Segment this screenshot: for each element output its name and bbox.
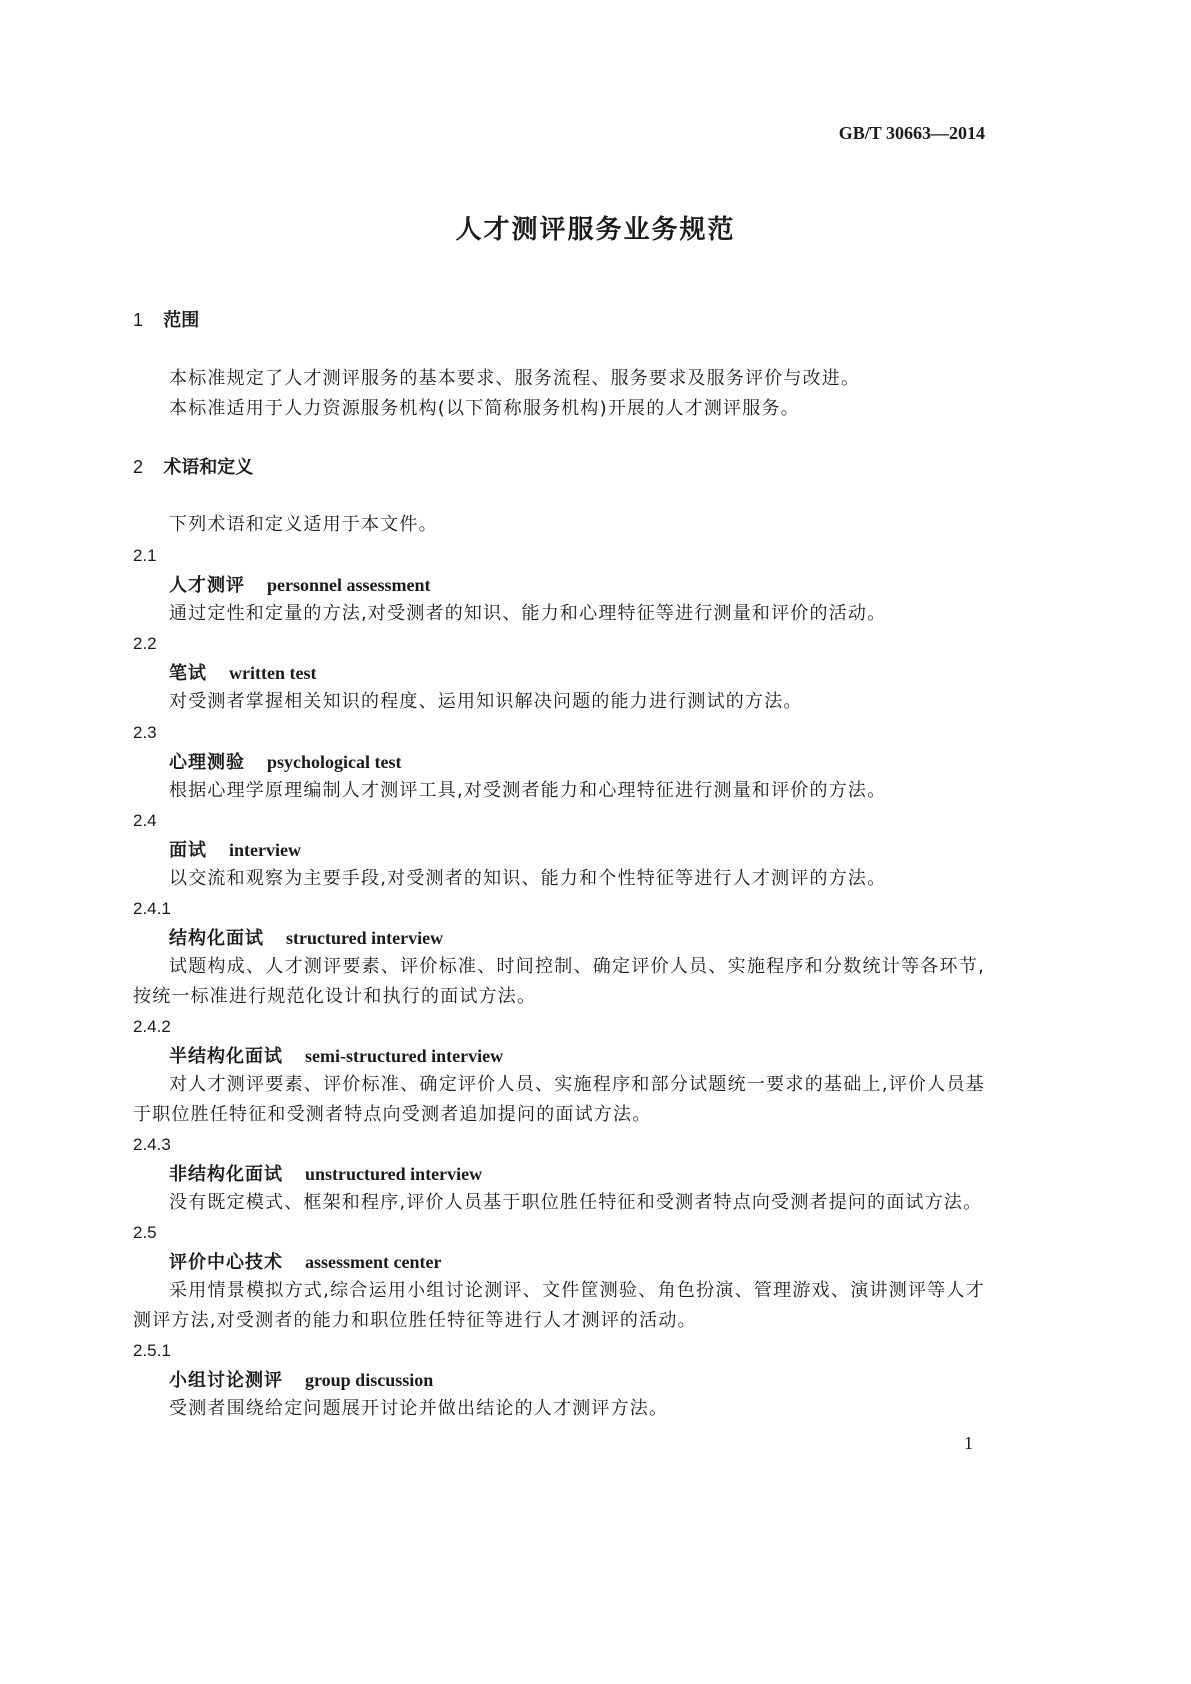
- term-number: 2.4.2: [133, 1017, 171, 1036]
- term-chinese: 心理测验: [169, 752, 245, 773]
- term-chinese: 小组讨论测评: [169, 1370, 283, 1391]
- term-chinese: 非结构化面试: [169, 1164, 283, 1185]
- paragraph: 下列术语和定义适用于本文件。: [169, 514, 438, 535]
- term-chinese: 评价中心技术: [169, 1252, 283, 1273]
- term-definition: 受测者围绕给定问题展开讨论并做出结论的人才测评方法。: [169, 1398, 669, 1419]
- section-heading: [133, 305, 985, 336]
- term-english: interview: [229, 840, 301, 860]
- term-definition: 根据心理学原理编制人才测评工具,对受测者能力和心理特征进行测量和评价的方法。: [169, 780, 887, 801]
- term-chinese: 结构化面试: [169, 928, 264, 949]
- paragraph: 本标准规定了人才测评服务的基本要求、服务流程、服务要求及服务评价与改进。: [169, 368, 861, 389]
- term-number: 2.4.1: [133, 899, 171, 918]
- term-definition: 对受测者掌握相关知识的程度、运用知识解决问题的能力进行测试的方法。: [169, 691, 803, 712]
- section-number: 1: [133, 310, 144, 330]
- term-number: 2.5.1: [133, 1341, 171, 1360]
- term-definition: 没有既定模式、框架和程序,评价人员基于职位胜任特征和受测者特点向受测者提问的面试方法。: [169, 1192, 983, 1213]
- term-number: 2.2: [133, 634, 157, 653]
- term-heading: [133, 658, 1021, 689]
- term-definition: 通过定性和定量的方法,对受测者的知识、能力和心理特征等进行测量和评价的活动。: [169, 603, 887, 624]
- term-english: psychological test: [267, 752, 402, 772]
- term-definition: 以交流和观察为主要手段,对受测者的知识、能力和个性特征等进行人才测评的方法。: [169, 868, 887, 889]
- section-title: 术语和定义: [163, 457, 254, 478]
- term-number: 2.4: [133, 811, 157, 830]
- term-heading: [133, 835, 1021, 866]
- term-english: assessment center: [305, 1252, 442, 1272]
- section-heading: [133, 452, 985, 483]
- term-english: semi-structured interview: [305, 1046, 504, 1066]
- term-heading: [133, 923, 1021, 954]
- term-heading: [133, 1365, 1021, 1396]
- term-chinese: 面试: [169, 840, 207, 861]
- term-chinese: 笔试: [169, 663, 207, 684]
- term-definition: 对人才测评要素、评价标准、确定评价人员、实施程序和部分试题统一要求的基础上,评价人员基于职位胜任特征和受测者特点向受测者追加提问的面试方法。: [133, 1074, 985, 1125]
- term-number: 2.1: [133, 546, 157, 565]
- standard-number: GB/T 30663—2014: [838, 123, 985, 143]
- page-number: 1: [964, 1433, 973, 1453]
- term-english: written test: [229, 663, 317, 683]
- term-number: 2.4.3: [133, 1135, 171, 1154]
- term-number: 2.3: [133, 723, 157, 742]
- term-heading: [133, 1041, 1021, 1072]
- section-title: 范围: [163, 310, 200, 331]
- term-heading: [133, 1159, 1021, 1190]
- term-definition: 采用情景模拟方式,综合运用小组讨论测评、文件筐测验、角色扮演、管理游戏、演讲测评等人才测评方法,对受测者的能力和职位胜任特征等进行人才测评的活动。: [133, 1280, 985, 1331]
- paragraph: 本标准适用于人力资源服务机构(以下简称服务机构)开展的人才测评服务。: [169, 398, 800, 419]
- term-definition: 试题构成、人才测评要素、评价标准、时间控制、确定评价人员、实施程序和分数统计等各环节,按统一标准进行规范化设计和执行的面试方法。: [133, 956, 985, 1007]
- term-english: unstructured interview: [305, 1164, 483, 1184]
- section-number: 2: [133, 457, 144, 477]
- term-heading: [133, 747, 1021, 778]
- term-chinese: 人才测评: [169, 575, 245, 596]
- term-english: group discussion: [305, 1370, 434, 1390]
- term-heading: [133, 570, 1021, 601]
- term-number: 2.5: [133, 1223, 157, 1242]
- term-heading: [133, 1247, 1021, 1278]
- term-english: structured interview: [286, 928, 444, 948]
- document-title: 人才测评服务业务规范: [455, 215, 736, 245]
- term-english: personnel assessment: [267, 575, 431, 595]
- term-chinese: 半结构化面试: [169, 1046, 283, 1067]
